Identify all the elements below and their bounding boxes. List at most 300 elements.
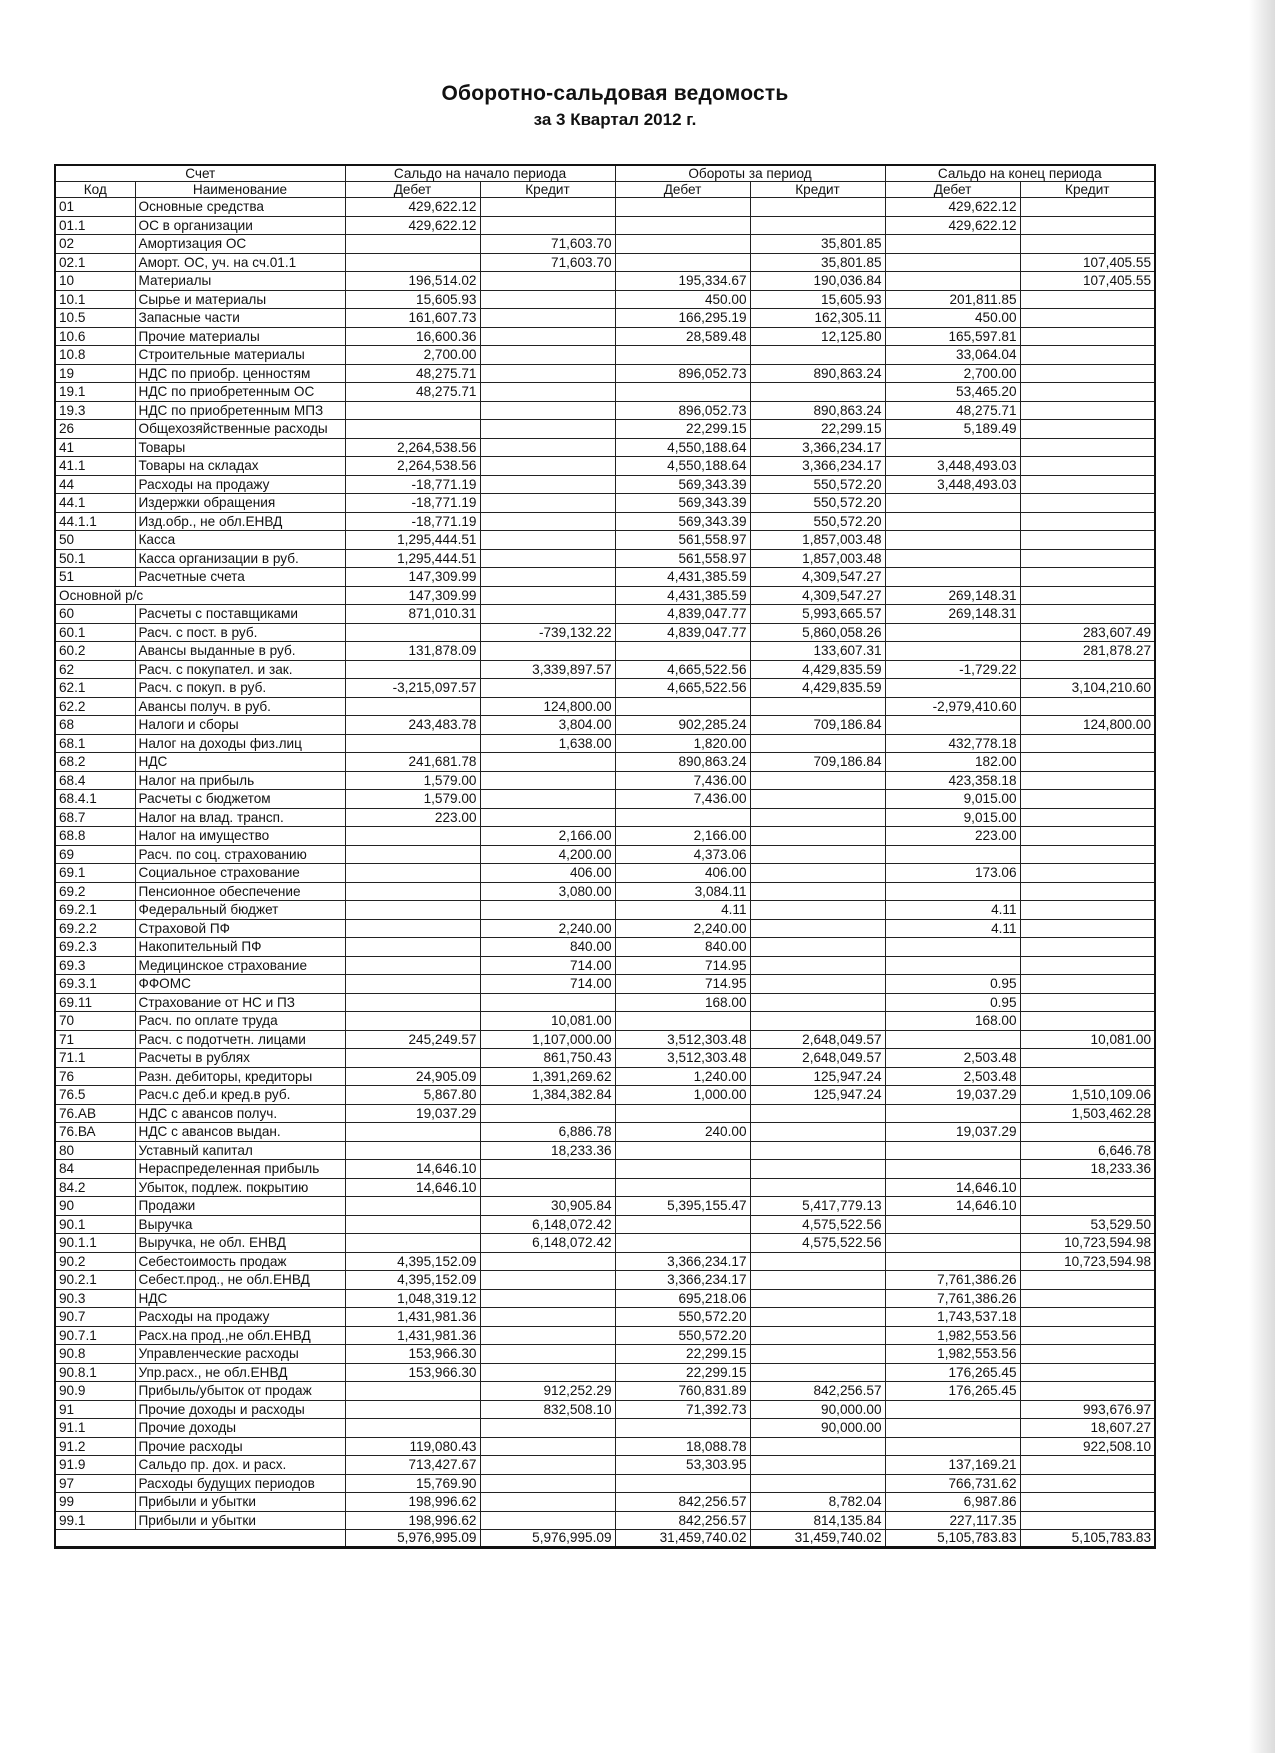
closing-credit [1020, 1456, 1155, 1475]
turnover-credit: 4,575,522.56 [750, 1215, 885, 1234]
account-code: 80 [55, 1141, 135, 1160]
closing-debit: 766,731.62 [885, 1474, 1020, 1493]
account-name: Выручка [135, 1215, 345, 1234]
opening-credit: 1,384,382.84 [480, 1086, 615, 1105]
account-code: 76.ВА [55, 1123, 135, 1142]
closing-debit [885, 568, 1020, 587]
table-row [55, 198, 1155, 217]
turnover-credit [750, 956, 885, 975]
account-code: 62 [55, 660, 135, 679]
closing-credit: 18,607.27 [1020, 1419, 1155, 1438]
turnover-debit [615, 253, 750, 272]
closing-credit [1020, 475, 1155, 494]
turnover-credit [750, 1160, 885, 1179]
turnover-debit: 22,299.15 [615, 1363, 750, 1382]
closing-debit [885, 512, 1020, 531]
closing-credit [1020, 956, 1155, 975]
turnover-debit: 195,334.67 [615, 272, 750, 291]
table-row [55, 475, 1155, 494]
closing-credit [1020, 1345, 1155, 1364]
opening-credit [480, 475, 615, 494]
account-name: НДС по приобр. ценностям [135, 364, 345, 383]
opening-credit: 840.00 [480, 938, 615, 957]
closing-debit [885, 882, 1020, 901]
closing-debit: 2,503.48 [885, 1067, 1020, 1086]
opening-debit [345, 697, 480, 716]
turnover-credit: 162,305.11 [750, 309, 885, 328]
opening-debit: 161,607.73 [345, 309, 480, 328]
turnover-debit: 4,550,188.64 [615, 438, 750, 457]
account-name: Прочие доходы и расходы [135, 1400, 345, 1419]
account-name: Управленческие расходы [135, 1345, 345, 1364]
account-code: 50.1 [55, 549, 135, 568]
account-code: 70 [55, 1012, 135, 1031]
opening-credit [480, 1511, 615, 1530]
header-turnover-debit: Дебет [615, 182, 750, 198]
account-code: 84 [55, 1160, 135, 1179]
account-code: 10.8 [55, 346, 135, 365]
account-name: Расч. с покупател. и зак. [135, 660, 345, 679]
account-name: Выручка, не обл. ЕНВД [135, 1234, 345, 1253]
closing-debit [885, 1215, 1020, 1234]
turnover-debit [615, 697, 750, 716]
table-row [55, 1363, 1155, 1382]
opening-credit: 30,905.84 [480, 1197, 615, 1216]
account-name: Себестоимость продаж [135, 1252, 345, 1271]
table-row [55, 457, 1155, 476]
account-name: Расч. с пост. в руб. [135, 623, 345, 642]
closing-credit [1020, 827, 1155, 846]
closing-credit [1020, 993, 1155, 1012]
turnover-credit: 1,857,003.48 [750, 531, 885, 550]
table-row [55, 1252, 1155, 1271]
opening-credit [480, 1178, 615, 1197]
account-name: Расх.на прод.,не обл.ЕНВД [135, 1326, 345, 1345]
table-row [55, 1326, 1155, 1345]
account-name: НДС [135, 1289, 345, 1308]
account-name: НДС [135, 753, 345, 772]
table-row [55, 1160, 1155, 1179]
closing-credit [1020, 975, 1155, 994]
closing-debit [885, 1030, 1020, 1049]
closing-credit: 124,800.00 [1020, 716, 1155, 735]
opening-credit: 124,800.00 [480, 697, 615, 716]
opening-credit [480, 1493, 615, 1512]
account-code: 91 [55, 1400, 135, 1419]
turnover-credit [750, 919, 885, 938]
table-row [55, 679, 1155, 698]
opening-debit: 243,483.78 [345, 716, 480, 735]
opening-debit [345, 235, 480, 254]
closing-debit: 7,761,386.26 [885, 1289, 1020, 1308]
account-code: 44.1 [55, 494, 135, 513]
turnover-debit: 168.00 [615, 993, 750, 1012]
account-name: Расч. с покуп. в руб. [135, 679, 345, 698]
table-row [55, 327, 1155, 346]
opening-debit: 2,264,538.56 [345, 457, 480, 476]
turnover-credit [750, 1308, 885, 1327]
closing-debit: 176,265.45 [885, 1363, 1020, 1382]
turnover-credit [750, 1252, 885, 1271]
opening-debit [345, 901, 480, 920]
account-code: 68.2 [55, 753, 135, 772]
closing-debit [885, 253, 1020, 272]
turnover-debit: 4,373.06 [615, 845, 750, 864]
turnover-debit: 3,366,234.17 [615, 1271, 750, 1290]
totals-row [55, 1530, 1155, 1548]
table-row [55, 420, 1155, 439]
turnover-credit [750, 771, 885, 790]
closing-debit [885, 235, 1020, 254]
opening-credit: 18,233.36 [480, 1141, 615, 1160]
opening-credit: 3,339,897.57 [480, 660, 615, 679]
account-name: Аморт. ОС, уч. на сч.01.1 [135, 253, 345, 272]
account-name: Расходы на продажу [135, 1308, 345, 1327]
account-code: 69.2.1 [55, 901, 135, 920]
closing-debit: 7,761,386.26 [885, 1271, 1020, 1290]
closing-debit [885, 1400, 1020, 1419]
table-row [55, 1419, 1155, 1438]
account-code: 02 [55, 235, 135, 254]
account-name: Расходы будущих периодов [135, 1474, 345, 1493]
opening-debit: 4,395,152.09 [345, 1252, 480, 1271]
closing-debit: -2,979,410.60 [885, 697, 1020, 716]
opening-debit: 1,048,319.12 [345, 1289, 480, 1308]
opening-debit: 1,431,981.36 [345, 1308, 480, 1327]
account-code: 01.1 [55, 216, 135, 235]
closing-debit [885, 716, 1020, 735]
turnover-credit [750, 975, 885, 994]
closing-credit: 107,405.55 [1020, 272, 1155, 291]
turnover-credit [750, 790, 885, 809]
header-opening-balance: Сальдо на начало периода [345, 165, 615, 182]
header-code: Код [55, 182, 135, 198]
opening-credit: 714.00 [480, 975, 615, 994]
closing-credit: 10,723,594.98 [1020, 1234, 1155, 1253]
account-code: 62.1 [55, 679, 135, 698]
turnover-credit: 4,309,547.27 [750, 586, 885, 605]
opening-debit: 2,700.00 [345, 346, 480, 365]
closing-debit [885, 549, 1020, 568]
document-subtitle: за 3 Квартал 2012 г. [533, 110, 697, 129]
opening-debit [345, 864, 480, 883]
opening-credit [480, 1474, 615, 1493]
account-code: 90.2.1 [55, 1271, 135, 1290]
opening-debit [345, 919, 480, 938]
opening-credit [480, 679, 615, 698]
closing-credit [1020, 660, 1155, 679]
account-code: 68.1 [55, 734, 135, 753]
table-row [55, 864, 1155, 883]
account-code: 91.9 [55, 1456, 135, 1475]
turnover-credit [750, 938, 885, 957]
table-row [55, 1086, 1155, 1105]
turnover-debit: 550,572.20 [615, 1326, 750, 1345]
closing-debit: 173.06 [885, 864, 1020, 883]
turnover-debit: 71,392.73 [615, 1400, 750, 1419]
opening-debit: -18,771.19 [345, 512, 480, 531]
account-code: 10.1 [55, 290, 135, 309]
closing-credit: 922,508.10 [1020, 1437, 1155, 1456]
opening-debit: -18,771.19 [345, 494, 480, 513]
account-code: 84.2 [55, 1178, 135, 1197]
opening-debit: 1,431,981.36 [345, 1326, 480, 1345]
closing-debit [885, 623, 1020, 642]
account-name: Расч. по оплате труда [135, 1012, 345, 1031]
opening-debit: 14,646.10 [345, 1178, 480, 1197]
closing-debit: 423,358.18 [885, 771, 1020, 790]
closing-credit [1020, 753, 1155, 772]
turnover-credit: 5,860,058.26 [750, 623, 885, 642]
closing-credit: 1,510,109.06 [1020, 1086, 1155, 1105]
opening-debit: 153,966.30 [345, 1345, 480, 1364]
opening-debit: 2,264,538.56 [345, 438, 480, 457]
account-name: Прочие материалы [135, 327, 345, 346]
opening-debit [345, 734, 480, 753]
opening-debit [345, 420, 480, 439]
turnover-debit: 4,431,385.59 [615, 586, 750, 605]
account-name: Амортизация ОС [135, 235, 345, 254]
account-code: 69.2 [55, 882, 135, 901]
closing-debit: 450.00 [885, 309, 1020, 328]
closing-credit [1020, 1511, 1155, 1530]
table-row [55, 753, 1155, 772]
table-row [55, 882, 1155, 901]
account-name: Федеральный бюджет [135, 901, 345, 920]
opening-credit: 3,080.00 [480, 882, 615, 901]
opening-debit: 48,275.71 [345, 364, 480, 383]
turnover-credit: 550,572.20 [750, 494, 885, 513]
table-row [55, 309, 1155, 328]
account-name: Расчеты с поставщиками [135, 605, 345, 624]
turnover-credit [750, 734, 885, 753]
closing-credit [1020, 771, 1155, 790]
account-code: 10.6 [55, 327, 135, 346]
opening-debit [345, 845, 480, 864]
turnover-debit: 53,303.95 [615, 1456, 750, 1475]
opening-credit: 10,081.00 [480, 1012, 615, 1031]
opening-debit [345, 1234, 480, 1253]
turnover-debit: 561,558.97 [615, 531, 750, 550]
turnover-debit: 842,256.57 [615, 1511, 750, 1530]
account-name: НДС с авансов выдан. [135, 1123, 345, 1142]
closing-debit [885, 956, 1020, 975]
turnover-credit: 550,572.20 [750, 512, 885, 531]
turnover-credit [750, 827, 885, 846]
account-code: 68.8 [55, 827, 135, 846]
turnover-credit [750, 1141, 885, 1160]
opening-debit: 1,579.00 [345, 790, 480, 809]
closing-debit: 1,982,553.56 [885, 1345, 1020, 1364]
closing-credit [1020, 938, 1155, 957]
turnover-credit: 709,186.84 [750, 753, 885, 772]
turnover-debit [615, 216, 750, 235]
table-row [55, 1234, 1155, 1253]
closing-credit: 283,607.49 [1020, 623, 1155, 642]
turnover-credit: 12,125.80 [750, 327, 885, 346]
opening-credit [480, 198, 615, 217]
closing-credit [1020, 1289, 1155, 1308]
opening-credit: 2,240.00 [480, 919, 615, 938]
opening-debit [345, 993, 480, 1012]
opening-credit [480, 808, 615, 827]
turnover-debit: 760,831.89 [615, 1382, 750, 1401]
total-opening-debit: 5,976,995.09 [345, 1530, 480, 1548]
closing-credit [1020, 1123, 1155, 1142]
opening-debit: 5,867.80 [345, 1086, 480, 1105]
closing-credit [1020, 1049, 1155, 1068]
table-row [55, 623, 1155, 642]
table-row [55, 512, 1155, 531]
closing-debit: 33,064.04 [885, 346, 1020, 365]
turnover-credit: 35,801.85 [750, 253, 885, 272]
turnover-debit [615, 808, 750, 827]
table-row [55, 549, 1155, 568]
account-code: 90 [55, 1197, 135, 1216]
turnover-debit: 695,218.06 [615, 1289, 750, 1308]
table-row [55, 697, 1155, 716]
closing-debit: 2,503.48 [885, 1049, 1020, 1068]
turnover-debit: 842,256.57 [615, 1493, 750, 1512]
closing-debit: 14,646.10 [885, 1197, 1020, 1216]
closing-credit [1020, 1308, 1155, 1327]
table-row [55, 494, 1155, 513]
turnover-credit [750, 1326, 885, 1345]
closing-debit [885, 1437, 1020, 1456]
opening-debit: 15,605.93 [345, 290, 480, 309]
closing-debit: 0.95 [885, 993, 1020, 1012]
opening-credit [480, 790, 615, 809]
closing-credit: 3,104,210.60 [1020, 679, 1155, 698]
table-row [55, 1289, 1155, 1308]
turnover-credit [750, 864, 885, 883]
turnover-debit [615, 1474, 750, 1493]
table-row [55, 586, 1155, 605]
account-name: Накопительный ПФ [135, 938, 345, 957]
header-closing-credit: Кредит [1020, 182, 1155, 198]
opening-credit [480, 1160, 615, 1179]
opening-debit: 1,295,444.51 [345, 549, 480, 568]
opening-credit: 4,200.00 [480, 845, 615, 864]
opening-debit: 48,275.71 [345, 383, 480, 402]
account-name: Расчеты с бюджетом [135, 790, 345, 809]
closing-debit: 165,597.81 [885, 327, 1020, 346]
closing-credit [1020, 1382, 1155, 1401]
turnover-debit: 569,343.39 [615, 494, 750, 513]
account-code: 90.1 [55, 1215, 135, 1234]
table-row [55, 438, 1155, 457]
table-row [55, 1437, 1155, 1456]
account-code: 90.9 [55, 1382, 135, 1401]
turnover-credit: 3,366,234.17 [750, 457, 885, 476]
opening-debit: -3,215,097.57 [345, 679, 480, 698]
account-code: 71 [55, 1030, 135, 1049]
closing-credit [1020, 494, 1155, 513]
account-code: 91.2 [55, 1437, 135, 1456]
closing-credit [1020, 1474, 1155, 1493]
turnover-credit [750, 383, 885, 402]
closing-debit [885, 531, 1020, 550]
closing-credit [1020, 327, 1155, 346]
opening-debit: 19,037.29 [345, 1104, 480, 1123]
table-row [55, 568, 1155, 587]
turnover-debit: 1,000.00 [615, 1086, 750, 1105]
opening-credit [480, 272, 615, 291]
closing-debit: 269,148.31 [885, 605, 1020, 624]
closing-credit [1020, 309, 1155, 328]
account-code: 90.8 [55, 1345, 135, 1364]
opening-credit [480, 1252, 615, 1271]
closing-debit: 269,148.31 [885, 586, 1020, 605]
table-row [55, 531, 1155, 550]
opening-debit [345, 882, 480, 901]
closing-credit [1020, 901, 1155, 920]
opening-debit: -18,771.19 [345, 475, 480, 494]
turnover-debit: 1,240.00 [615, 1067, 750, 1086]
turnover-debit: 3,512,303.48 [615, 1049, 750, 1068]
turnover-debit [615, 1215, 750, 1234]
table-row [55, 346, 1155, 365]
header-turnover-credit: Кредит [750, 182, 885, 198]
turnover-debit: 2,240.00 [615, 919, 750, 938]
account-name: Прибыли и убытки [135, 1511, 345, 1530]
turnover-debit: 890,863.24 [615, 753, 750, 772]
closing-credit [1020, 457, 1155, 476]
opening-credit [480, 1419, 615, 1438]
account-code: 71.1 [55, 1049, 135, 1068]
account-name: Расч. с подотчетн. лицами [135, 1030, 345, 1049]
turnover-credit [750, 1456, 885, 1475]
table-row [55, 660, 1155, 679]
closing-debit [885, 1234, 1020, 1253]
turnover-debit: 714.95 [615, 956, 750, 975]
opening-credit [480, 605, 615, 624]
opening-debit [345, 1419, 480, 1438]
turnover-debit: 4,550,188.64 [615, 457, 750, 476]
turnover-debit: 3,084.11 [615, 882, 750, 901]
turnover-credit [750, 1474, 885, 1493]
opening-credit [480, 1456, 615, 1475]
turnover-debit: 561,558.97 [615, 549, 750, 568]
account-name: НДС с авансов получ. [135, 1104, 345, 1123]
closing-debit [885, 1141, 1020, 1160]
scan-edge-shadow [1249, 0, 1275, 1753]
opening-debit: 131,878.09 [345, 642, 480, 661]
turnover-debit [615, 1141, 750, 1160]
header-closing-balance: Сальдо на конец периода [885, 165, 1155, 182]
opening-credit [480, 568, 615, 587]
closing-credit: 10,723,594.98 [1020, 1252, 1155, 1271]
turnover-debit [615, 1419, 750, 1438]
closing-credit [1020, 697, 1155, 716]
account-code: 69.3 [55, 956, 135, 975]
account-code: 90.2 [55, 1252, 135, 1271]
closing-credit: 10,081.00 [1020, 1030, 1155, 1049]
opening-debit [345, 975, 480, 994]
closing-credit [1020, 605, 1155, 624]
opening-credit: 714.00 [480, 956, 615, 975]
turnover-debit: 7,436.00 [615, 771, 750, 790]
table-row [55, 1049, 1155, 1068]
opening-credit: 1,107,000.00 [480, 1030, 615, 1049]
turnover-credit: 2,648,049.57 [750, 1030, 885, 1049]
closing-credit [1020, 216, 1155, 235]
turnover-credit [750, 1345, 885, 1364]
account-name: Упр.расх., не обл.ЕНВД [135, 1363, 345, 1382]
closing-debit: 4.11 [885, 919, 1020, 938]
turnover-debit: 22,299.15 [615, 1345, 750, 1364]
header-opening-credit: Кредит [480, 182, 615, 198]
